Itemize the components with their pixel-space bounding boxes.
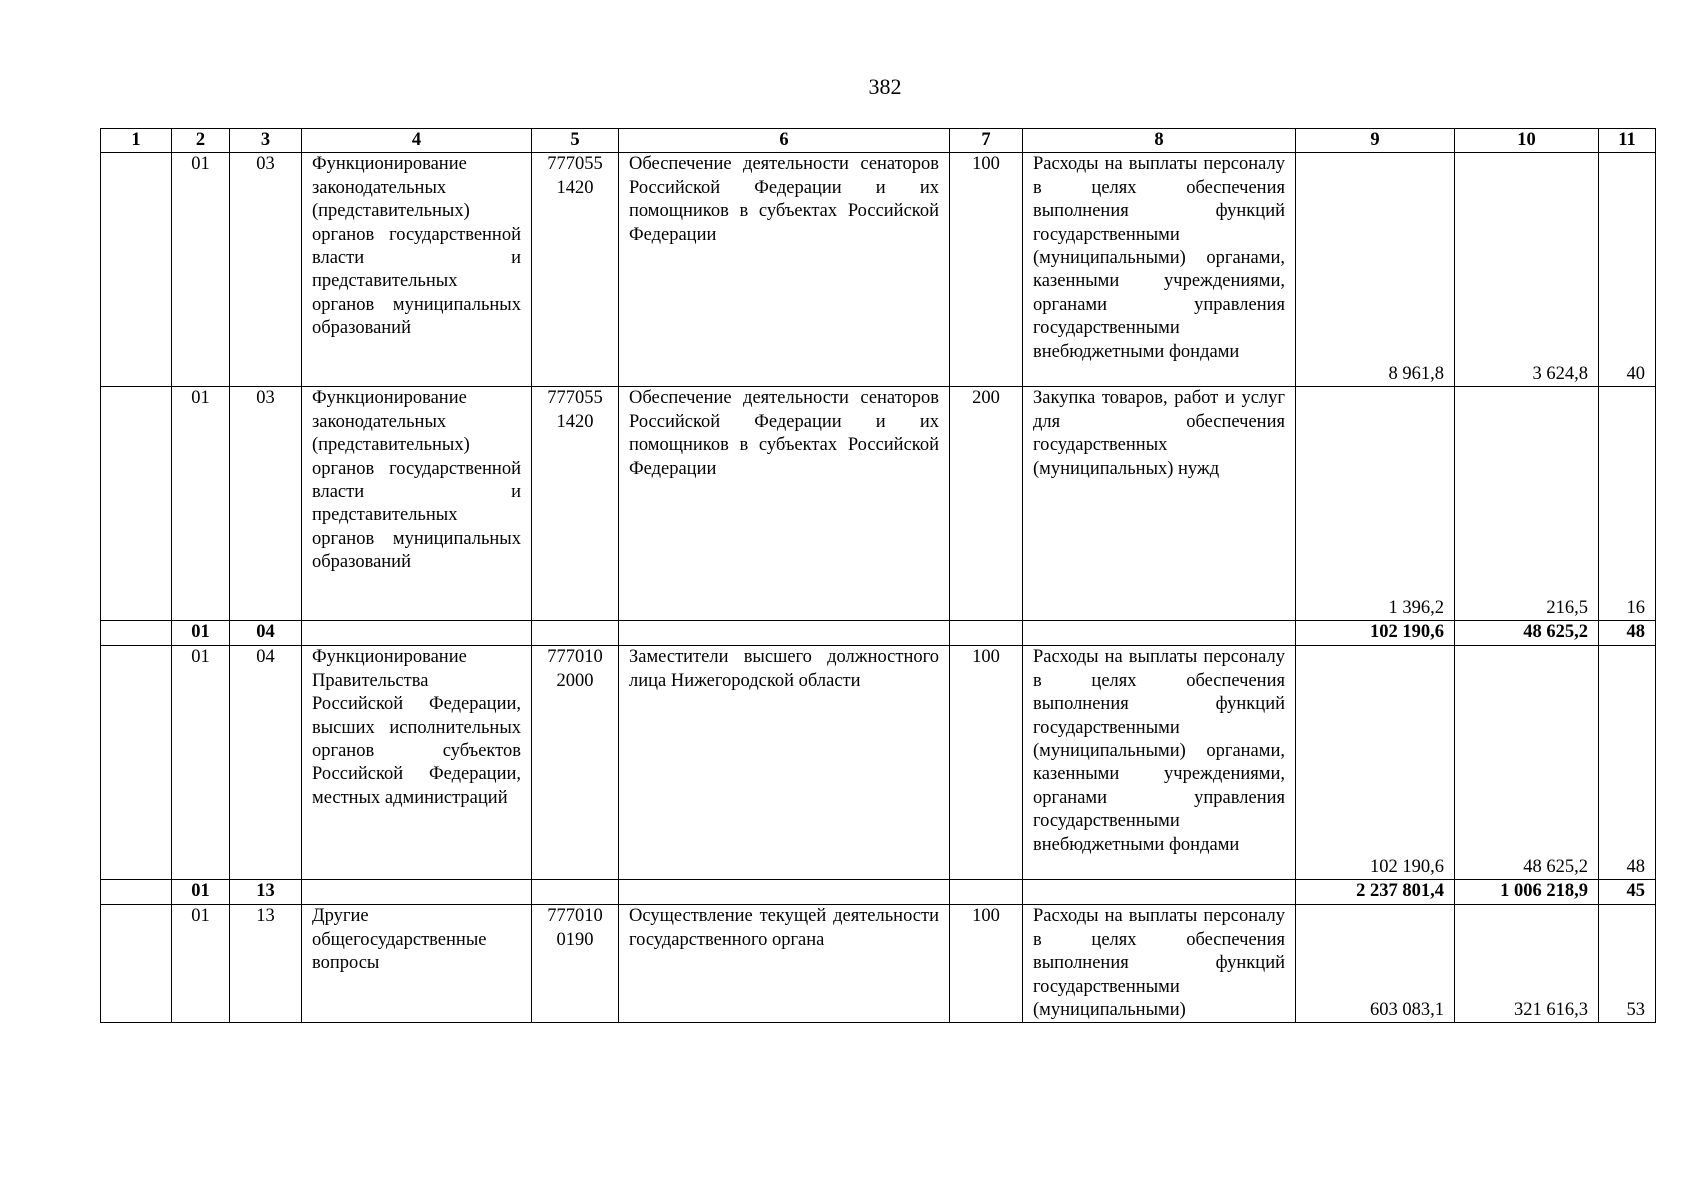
- cell-expense-code: 100: [950, 905, 1023, 1023]
- cell-section: 01: [172, 905, 230, 1023]
- cell-percent: 48: [1599, 646, 1656, 880]
- column-header: 11: [1599, 129, 1656, 153]
- cell-section: 01: [172, 880, 230, 905]
- cell-target-name: [619, 621, 950, 646]
- cell-target-code: [532, 387, 619, 621]
- cell-subsection-name: Функционирование законодательных (представительных) органов государственной власти и представительных органов муниципальных образований: [302, 153, 532, 387]
- cell-actual-amount: 216,5: [1455, 387, 1599, 621]
- table-row: [101, 387, 1656, 621]
- cell-plan-amount: 2 237 801,4: [1296, 880, 1455, 905]
- cell-section: 01: [172, 646, 230, 880]
- subtotal-row: [101, 880, 1656, 905]
- cell-expense-name: [1023, 880, 1296, 905]
- cell-subsection-name: Функционирование законодательных (представительных) органов государственной власти и представительных органов муниципальных образований: [302, 387, 532, 621]
- column-header: 2: [172, 129, 230, 153]
- cell-target-name: Обеспечение деятельности сенаторов Российской Федерации и их помощников в субъектах Российской Федерации: [619, 387, 950, 621]
- cell-section: 01: [172, 387, 230, 621]
- target-code-part: 1420: [556, 411, 594, 432]
- cell-section: 01: [172, 621, 230, 646]
- target-code-part: 1420: [556, 177, 594, 198]
- cell-subsection: 04: [230, 646, 302, 880]
- cell-expense-code: 100: [950, 646, 1023, 880]
- cell-percent: 16: [1599, 387, 1656, 621]
- cell-target-code: [532, 646, 619, 880]
- cell-percent: 45: [1599, 880, 1656, 905]
- cell-col1: [101, 153, 172, 387]
- cell-actual-amount: 48 625,2: [1455, 621, 1599, 646]
- cell-target-name: Обеспечение деятельности сенаторов Российской Федерации и их помощников в субъектах Российской Федерации: [619, 153, 950, 387]
- cell-col1: [101, 905, 172, 1023]
- cell-expense-name: [1023, 621, 1296, 646]
- cell-subsection: 13: [230, 880, 302, 905]
- cell-percent: 53: [1599, 905, 1656, 1023]
- cell-plan-amount: 8 961,8: [1296, 153, 1455, 387]
- target-code-part: 777010: [547, 647, 603, 668]
- cell-expense-name: Закупка товаров, работ и услуг для обеспечения государственных (муниципальных) нужд: [1023, 387, 1296, 621]
- column-header: 1: [101, 129, 172, 153]
- cell-col1: [101, 387, 172, 621]
- table-row: [101, 646, 1656, 880]
- table-row: [101, 905, 1656, 1023]
- cell-target-code: [532, 621, 619, 646]
- header-row: [101, 129, 1656, 153]
- cell-target-name: Заместители высшего должностного лица Нижегородской области: [619, 646, 950, 880]
- cell-actual-amount: 1 006 218,9: [1455, 880, 1599, 905]
- target-code-part: 0190: [556, 929, 594, 950]
- cell-target-code: [532, 880, 619, 905]
- cell-expense-code: 100: [950, 153, 1023, 387]
- cell-percent: 48: [1599, 621, 1656, 646]
- cell-expense-name: Расходы на выплаты персоналу в целях обеспечения выполнения функций государственными (муниципальными) органами, казенными учреждениями, органами управления государственными внебюджетными фондами: [1023, 646, 1296, 880]
- cell-target-code: [532, 153, 619, 387]
- cell-percent: 40: [1599, 153, 1656, 387]
- column-header: 10: [1455, 129, 1599, 153]
- cell-subsection-name: [302, 621, 532, 646]
- cell-subsection: 03: [230, 153, 302, 387]
- cell-expense-code: [950, 880, 1023, 905]
- cell-plan-amount: 1 396,2: [1296, 387, 1455, 621]
- cell-target-code: [532, 905, 619, 1023]
- cell-subsection: 13: [230, 905, 302, 1023]
- cell-plan-amount: 102 190,6: [1296, 646, 1455, 880]
- column-header: 4: [302, 129, 532, 153]
- table-row: [101, 153, 1656, 387]
- cell-subsection: 04: [230, 621, 302, 646]
- cell-col1: [101, 621, 172, 646]
- column-header: 9: [1296, 129, 1455, 153]
- subtotal-row: [101, 621, 1656, 646]
- cell-section: 01: [172, 153, 230, 387]
- cell-col1: [101, 880, 172, 905]
- target-code-part: 777055: [547, 388, 603, 409]
- column-header: 6: [619, 129, 950, 153]
- cell-col1: [101, 646, 172, 880]
- cell-expense-name: Расходы на выплаты персоналу в целях обеспечения выполнения функций государственными (муниципальными): [1023, 905, 1296, 1023]
- target-code-part: 777055: [547, 154, 603, 175]
- cell-plan-amount: 102 190,6: [1296, 621, 1455, 646]
- cell-expense-code: [950, 621, 1023, 646]
- cell-expense-name: Расходы на выплаты персоналу в целях обеспечения выполнения функций государственными (муниципальными) органами, казенными учреждениями, органами управления государственными внебюджетными фондами: [1023, 153, 1296, 387]
- cell-actual-amount: 48 625,2: [1455, 646, 1599, 880]
- cell-subsection-name: Другие общегосударственные вопросы: [302, 905, 532, 1023]
- cell-subsection-name: Функционирование Правительства Российской Федерации, высших исполнительных органов субъектов Российской Федерации, местных администраций: [302, 646, 532, 880]
- budget-table: [100, 128, 1656, 1023]
- page-number: 382: [868, 74, 902, 99]
- column-header: 7: [950, 129, 1023, 153]
- column-header: 8: [1023, 129, 1296, 153]
- cell-actual-amount: 3 624,8: [1455, 153, 1599, 387]
- cell-target-name: Осуществление текущей деятельности государственного органа: [619, 905, 950, 1023]
- cell-target-name: [619, 880, 950, 905]
- cell-plan-amount: 603 083,1: [1296, 905, 1455, 1023]
- cell-actual-amount: 321 616,3: [1455, 905, 1599, 1023]
- target-code-part: 777010: [547, 906, 603, 927]
- cell-subsection-name: [302, 880, 532, 905]
- cell-expense-code: 200: [950, 387, 1023, 621]
- cell-subsection: 03: [230, 387, 302, 621]
- column-header: 3: [230, 129, 302, 153]
- column-header: 5: [532, 129, 619, 153]
- target-code-part: 2000: [556, 670, 594, 691]
